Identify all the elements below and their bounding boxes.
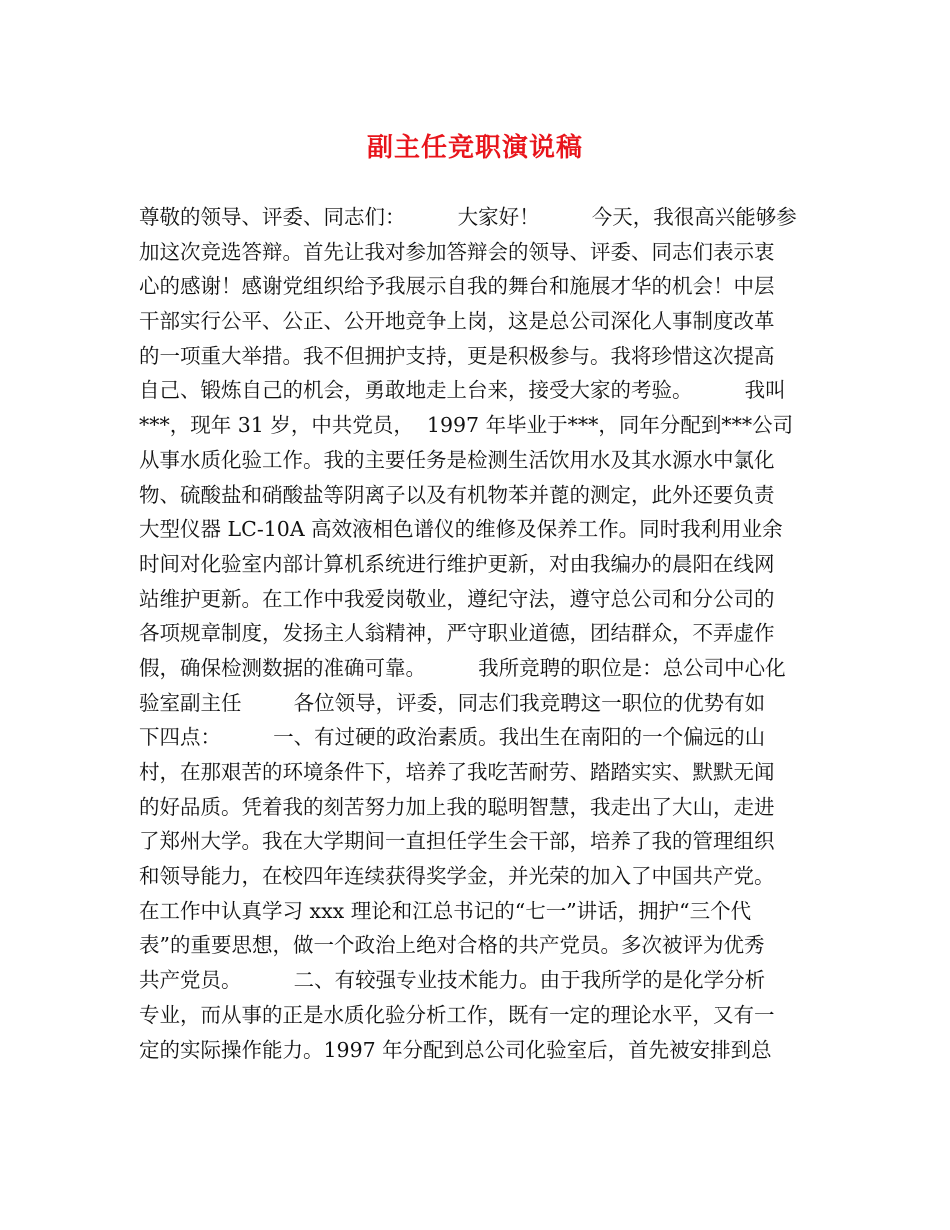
body-line: 加这次竞选答辩。首先让我对参加答辩会的领导、评委、同志们表示衷 [139, 239, 775, 264]
body-line: 共产党员。 二、有较强专业技术能力。由于我所学的是化学分析 [139, 968, 766, 993]
body-line: 尊敬的领导、评委、同志们： 大家好！ 今天，我很高兴能够参 [139, 205, 797, 229]
body-line: 物、硫酸盐和硝酸盐等阴离子以及有机物苯并蓖的测定，此外还要负责 [139, 482, 775, 507]
body-line: 站维护更新。在工作中我爱岗敬业，遵纪守法，遵守总公司和分公司的 [139, 586, 775, 611]
body-line: 在工作中认真学习 xxx 理论和江总书记的“七一”讲话，拥护“三个代 [139, 898, 752, 923]
body-line: 干部实行公平、公正、公开地竞争上岗，这是总公司深化人事制度改革 [139, 309, 775, 334]
body-line: 验室副主任 各位领导，评委，同志们我竞聘这一职位的优势有如 [139, 690, 766, 715]
body-line: 假，确保检测数据的准确可靠。 我所竞聘的职位是：总公司中心化 [139, 655, 786, 680]
body-line: 心的感谢！感谢党组织给予我展示自我的舞台和施展才华的机会！中层 [139, 274, 775, 299]
document-body [139, 200, 814, 1067]
body-line: 从事水质化验工作。我的主要任务是检测生活饮用水及其水源水中氯化 [139, 447, 775, 472]
body-line: 的一项重大举措。我不但拥护支持，更是积极参与。我将珍惜这次提高 [139, 343, 775, 368]
body-line: 各项规章制度，发扬主人翁精神，严守职业道德，团结群众，不弄虚作 [139, 621, 775, 646]
body-line: 和领导能力，在校四年连续获得奖学金，并光荣的加入了中国共产党。 [139, 864, 775, 889]
body-line: 专业，而从事的正是水质化验分析工作，既有一定的理论水平，又有一 [139, 1002, 775, 1027]
body-line: 大型仪器 LC-10A 高效液相色谱仪的维修及保养工作。同时我利用业余 [139, 517, 783, 542]
body-line: 下四点： 一、有过硬的政治素质。我出生在南阳的一个偏远的山 [139, 725, 766, 750]
body-line: 定的实际操作能力。1997 年分配到总公司化验室后，首先被安排到总 [139, 1037, 772, 1062]
body-line: ***，现年 31 岁，中共党员， 1997 年毕业于***，同年分配到***公司 [139, 413, 794, 438]
body-line: 时间对化验室内部计算机系统进行维护更新，对由我编办的晨阳在线网 [139, 551, 775, 576]
body-line: 了郑州大学。我在大学期间一直担任学生会干部，培养了我的管理组织 [139, 829, 775, 854]
document-title: 副主任竞职演说稿 [366, 133, 583, 163]
body-line: 村，在那艰苦的环境条件下，培养了我吃苦耐劳、踏踏实实、默默无闻 [139, 760, 775, 784]
body-line: 表”的重要思想，做一个政治上绝对合格的共产党员。多次被评为优秀 [139, 933, 765, 958]
body-line: 自己、锻炼自己的机会，勇敢地走上台来，接受大家的考验。 我叫 [139, 378, 786, 403]
body-line: 的好品质。凭着我的刻苦努力加上我的聪明智慧，我走出了大山，走进 [139, 794, 775, 819]
